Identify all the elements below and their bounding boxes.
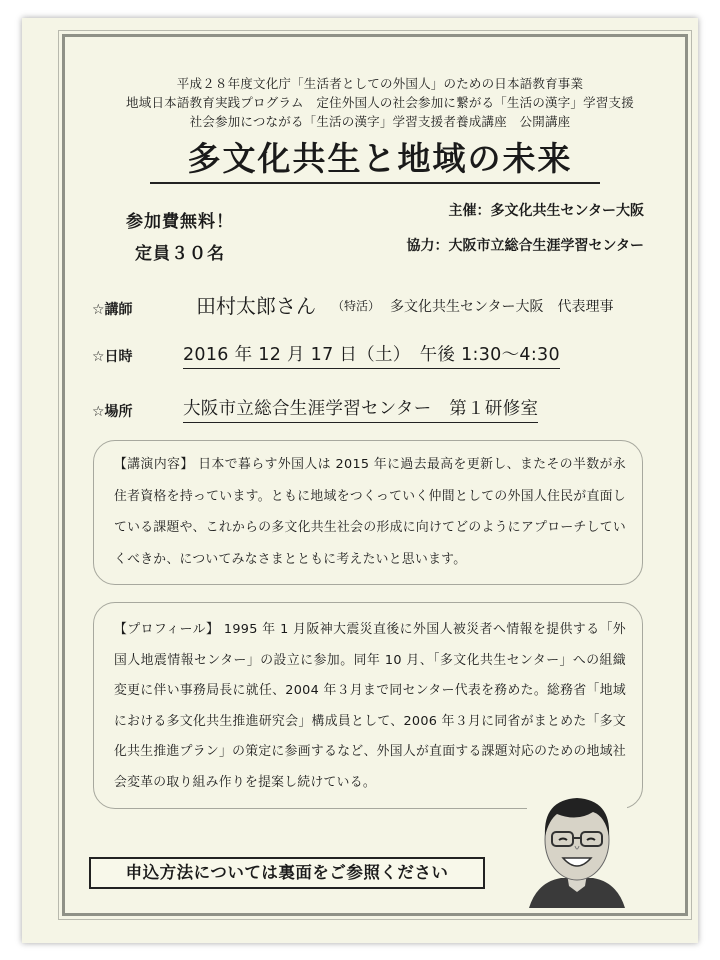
header-line-3: 社会参加につながる「生活の漢字」学習支援者養成講座 公開講座	[189, 114, 571, 129]
datetime-label: ☆日時	[92, 349, 133, 365]
lecturer-name: 田村太郎さん	[196, 294, 316, 318]
application-note: 申込方法については裏面をご参照ください	[89, 857, 485, 889]
lecturer-photo	[527, 782, 627, 908]
header-line-1: 平成２８年度文化庁「生活者としての外国人」のための日本語教育事業	[176, 76, 584, 91]
header-line-2: 地域日本語教育実践プログラム 定住外国人の社会参加に繋がる「生活の漢字」学習支援	[126, 95, 634, 110]
lecture-content-box	[93, 440, 643, 585]
page-title: 多文化共生と地域の未来	[187, 139, 573, 178]
free-admission: 参加費無料！	[126, 212, 234, 232]
profile-box	[93, 602, 643, 809]
support-organizer: 協力：大阪市立総合生涯学習センター	[406, 238, 644, 254]
lecturer-note: （特活）	[332, 299, 381, 313]
capacity: 定員３０名	[135, 244, 225, 264]
host-organizer: 主催：多文化共生センター大阪	[448, 203, 644, 219]
datetime-value: 2016 年 12 月 17 日（土） 午後 1:30〜4:30	[183, 341, 560, 369]
profile-text: 【プロフィール】 1995 年 1 月阪神大震災直後に外国人被災者へ情報を提供する「外国人地震情報センター」の設立に参加。同年 10 月、「多文化共生センター」への組織変更に伴い事務局長に就任、2004 年３月まで同センター代表を務めた。総務省「地域における多文化共生推進研究会」構成員として、2006 年３月に同省がまとめた「多文化共生推進プラン」の策定に参画するなど、外国人が直面する課題対応のための地域社会変革の取り組み作りを提案し続けている。	[114, 622, 626, 790]
place-value: 大阪市立総合生涯学習センター 第１研修室	[183, 395, 538, 423]
lecturer-org: 多文化共生センター大阪 代表理事	[390, 299, 614, 315]
title-underline	[150, 182, 600, 184]
place-label: ☆場所	[92, 404, 133, 420]
lecture-content-text: 【講演内容】 日本で暮らす外国人は 2015 年に過去最高を更新し、またその半数が永住者資格を持っています。ともに地域をつくっていく仲間としての外国人住民が直面している課題や、これからの多文化共生社会の形成に向けてどのようにアプローチしていくべきか、についてみなさまとともに考えたいと思います。	[114, 457, 626, 567]
lecturer-label: ☆講師	[92, 302, 133, 318]
